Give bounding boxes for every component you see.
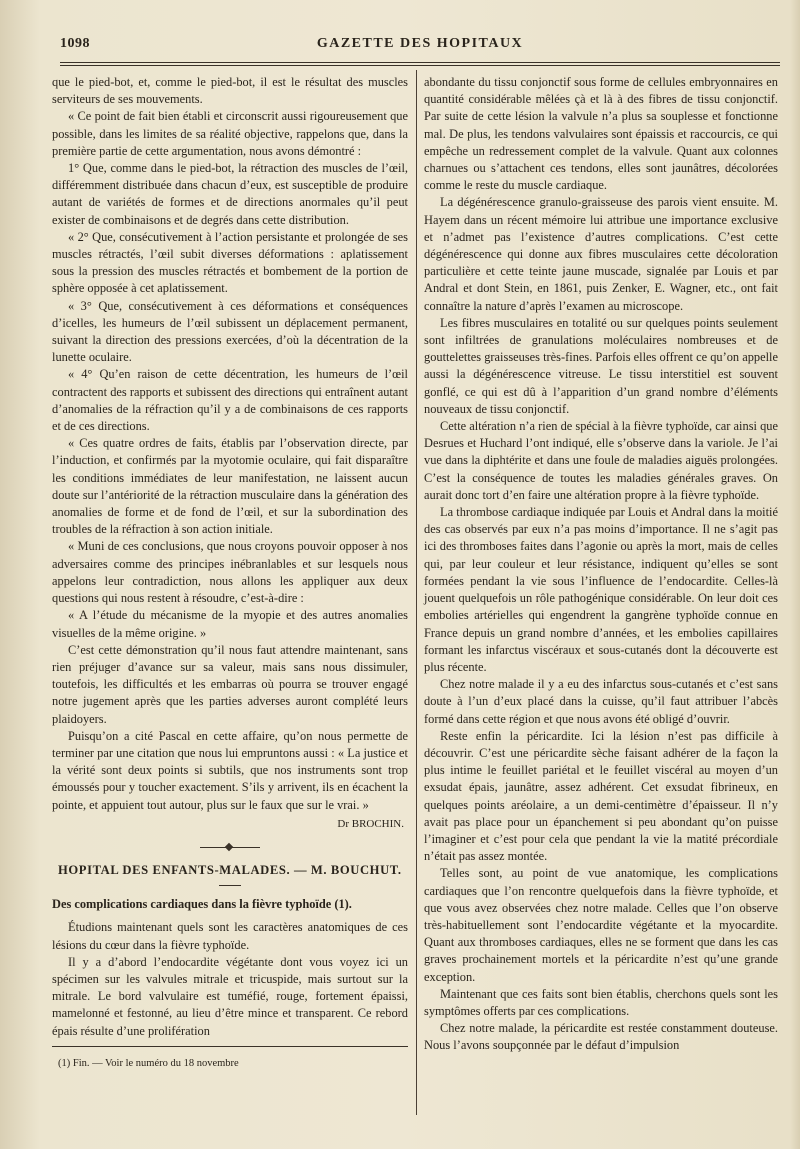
- paragraph: Les fibres musculaires en totalité ou sur quelques points seulement sont infiltrées de granulations moléculaires nombreuses et de gouttelettes graisseuses très-fines. Parfois elles offrent ce qu’on appelle aussi la dégénérescence vitreuse. Le tissu interstitiel est souvent gonflé, ce qui est dû à l’apparition d’un grand nombre d’éléments nouveaux de tissu conjonctif.: [424, 315, 778, 416]
- paragraph: 1° Que, comme dans le pied-bot, la rétraction des muscles de l’œil, différemment distribuée dans chacun d’eux, est susceptible de produire autant de variétés de formes et de directions anormales qu’il peut exister de combinaisons et de degrés dans cette distribution.: [52, 161, 408, 227]
- footnote-rule: [52, 1046, 408, 1047]
- page-header: [60, 36, 780, 58]
- paragraph: Il y a d’abord l’endocardite végétante dont vous voyez ici un spécimen sur les valvules mitrale et tricuspide, mais surtout sur la mitrale. Le bord valvulaire est tuméfié, rouge, fortement épaissi, mamelonné et festonné, au lieu d’être mince et transparent. Ce rebord épais résulte d’une prolifération: [52, 954, 408, 1038]
- right-column: [424, 74, 778, 1055]
- header-rule-thin: [60, 65, 780, 66]
- paragraph: Étudions maintenant quels sont les caractères anatomiques de ces lésions du cœur dans la fièvre typhoïde.: [52, 920, 408, 952]
- paragraph: « 4° Qu’en raison de cette décentration, les humeurs de l’œil contractent des rapports et subissent des directions qui entraînent autant d’anomalies de la réfraction qu’il y a de combinaisons de ces rapports et de ces directions.: [52, 367, 408, 434]
- paragraph: Telles sont, au point de vue anatomique, les complications cardiaques que l’on rencontre quelquefois dans la fièvre typhoïde, et que vous avez observées chez notre malade. Celles que l’on observe très-habituellement sont l’endocardite végétante et la myocardite. Quant aux thromboses cardiaques, elles ne se forment que dans les cas graves prochainement mortels et la péricardite n’est qu’une grande exception.: [424, 866, 778, 984]
- paragraph: « Muni de ces conclusions, que nous croyons pouvoir opposer à nos adversaires comme des principes inébranlables et sur lesquels nous appelons leur contradiction, nous allons les appliquer aux deux questions qui nous restent à résoudre, c’est-à-dire :: [52, 539, 408, 606]
- section-heading: HOPITAL DES ENFANTS-MALADES. — M. BOUCHUT.: [58, 862, 402, 877]
- footnote: (1) Fin. — Voir le numéro du 18 novembre: [58, 1057, 239, 1069]
- section-divider: [200, 847, 260, 848]
- paragraph: La thrombose cardiaque indiquée par Louis et Andral dans la moitié des cas observés par eux n’a pas moins d’importance. Il ne s’agit pas ici des thromboses faites dans l’agonie ou après la mort, mais de celles qui, par leur couleur et leur résistance, indiquent qu’elles se sont formées pendant la vie sous l’influence de l’endocardite. Celles-là jouent quelquefois un rôle pathogénique considérable. On leur doit ces embolies artérielles qui engendrent la gangrène typhoïde connue en France depuis un grand nombre d’années, et les embolies capillaires formant les infarctus viscéraux et sous-cutanés dont la découverte est plus récente.: [424, 505, 778, 674]
- article-title: Des complications cardiaques dans la fièvre typhoïde (1).: [52, 897, 352, 912]
- paragraph: Cette altération n’a rien de spécial à la fièvre typhoïde, car ainsi que Desrues et Huchard l’ont indiqué, elle s’observe dans la variole. Je l’ai vue dans la diphtérite et dans une foule de maladies aiguës prolongées. C’est la conséquence de toutes les maladies générales graves. On aurait donc tort d’en faire une altération propre à la fièvre typhoïde.: [424, 419, 778, 502]
- paragraph: « Ce point de fait bien établi et circonscrit aussi rigoureusement que possible, dans les limites de sa réalité objective, rappelons que, dans la première partie de cette argumentation, nous avons démontré :: [52, 109, 408, 158]
- author-signature: Dr BROCHIN.: [337, 817, 404, 830]
- column-divider: [416, 70, 417, 1115]
- paragraph: Puisqu’on a cité Pascal en cette affaire, qu’on nous permette de terminer par une citation que nous lui empruntons aussi : « La justice et la vérité sont deux points si subtils, que nos instruments sont trop émoussés pour y toucher exactement. S’ils y arrivent, ils en écachent la pointe, et appuient tout autour, plus sur le faux que sur le vrai. »: [52, 728, 408, 812]
- paragraph: abondante du tissu conjonctif sous forme de cellules embryonnaires en quantité considérable mêlées çà et là à des fibres de tissu conjonctif. Par suite de cette lésion la valvule n’a plus sa souplesse et fonctionne mal. De plus, les tendons valvulaires sont épaissis et raccourcis, ce qui empêche un redressement complet de la valvule. Quant aux colonnes charnues ou s’attachent ces tendons, elles sont jaunâtres, décolorées comme le reste du muscle cardiaque.: [424, 75, 778, 193]
- paragraph: « A l’étude du mécanisme de la myopie et des autres anomalies visuelles de la même origine. »: [52, 608, 408, 640]
- paragraph: « 2° Que, consécutivement à l’action persistante et prolongée de ses muscles rétractés, l’œil subit diverses déformations : aplatissement sous la pression des muscles rétractés et bombement de la portion de sphère opposée à cet aplatissement.: [52, 229, 408, 296]
- paragraph: C’est cette démonstration qu’il nous faut attendre maintenant, sans rien préjuger d’avance sur sa valeur, mais sans nous dissimuler, toutefois, les difficultés et les embarras où pourra se trouver engagé notre jugement après que les parties adverses auront complété leurs plaidoyers.: [52, 642, 408, 726]
- paragraph: Reste enfin la péricardite. Ici la lésion n’est pas difficile à découvrir. C’est une péricardite sèche faisant adhérer de la façon la plus intime le feuillet pariétal et le feuillet viscéral au moyen d’un exsudat épais, jaunâtre, assez adhérent. Cet exsudat fibrineux, en quelques points aréolaire, a un demi-centimètre d’épaisseur. Il n’y avait pas place pour un épanchement si peu abondant qu’on puisse l’imaginer et c’est pour cela que pendant la vie la matité précordiale n’était pas assez montée.: [424, 728, 778, 864]
- paragraph: La dégénérescence granulo-graisseuse des parois vient ensuite. M. Hayem dans un récent mémoire lui attribue une importance exclusive et n’admet pas l’existence d’autres complications. C’est cette dégénérescence qui donne aux fibres musculaires cette décoloration particulière et cette teinte jaune muscade, signalée par Louis et par Andral et dont Stein, en 1861, puis Zenker, E. Wagner, etc., ont fait connaître la nature d’après l’examen au microscope.: [424, 195, 778, 313]
- left-column: [52, 74, 408, 1072]
- paragraph: Chez notre malade il y a eu des infarctus sous-cutanés et c’est sans doute à l’un d’eux placé dans la cuisse, qu’il faut attribuer l’abcès formé dans cette région et que nous avons été obligé d’ouvrir.: [424, 677, 778, 726]
- heading-rule: [219, 885, 241, 886]
- paragraph: « Ces quatre ordres de faits, établis par l’observation directe, par l’induction, et confirmés par la myotomie oculaire, qui fait disparaître les conditions immédiates de leur manifestation, ne laissent aucun doute sur l’antériorité de la rétraction musculaire dans la génération des anomalies de forme et de fond de l’œil, et sur la subordination des troubles de la réfraction à son action initiale.: [52, 436, 408, 537]
- page-number: 1098: [60, 36, 90, 51]
- paragraph: Maintenant que ces faits sont bien établis, cherchons quels sont les symptômes offerts par ces complications.: [424, 986, 778, 1018]
- paragraph: « 3° Que, consécutivement à ces déformations et conséquences d’icelles, les humeurs de l’œil subissent un déplacement permanent, suivant la direction des pressions exercées, d’où la décentration de la lunette oculaire.: [52, 298, 408, 365]
- journal-title: GAZETTE DES HOPITAUX: [316, 36, 524, 51]
- header-rule: [60, 62, 780, 63]
- paragraph: que le pied-bot, et, comme le pied-bot, il est le résultat des muscles serviteurs de ses mouvements.: [52, 75, 408, 107]
- paragraph: Chez notre malade, la péricardite est restée constamment douteuse. Nous l’avons soupçonnée par le défaut d’impulsion: [424, 1021, 778, 1053]
